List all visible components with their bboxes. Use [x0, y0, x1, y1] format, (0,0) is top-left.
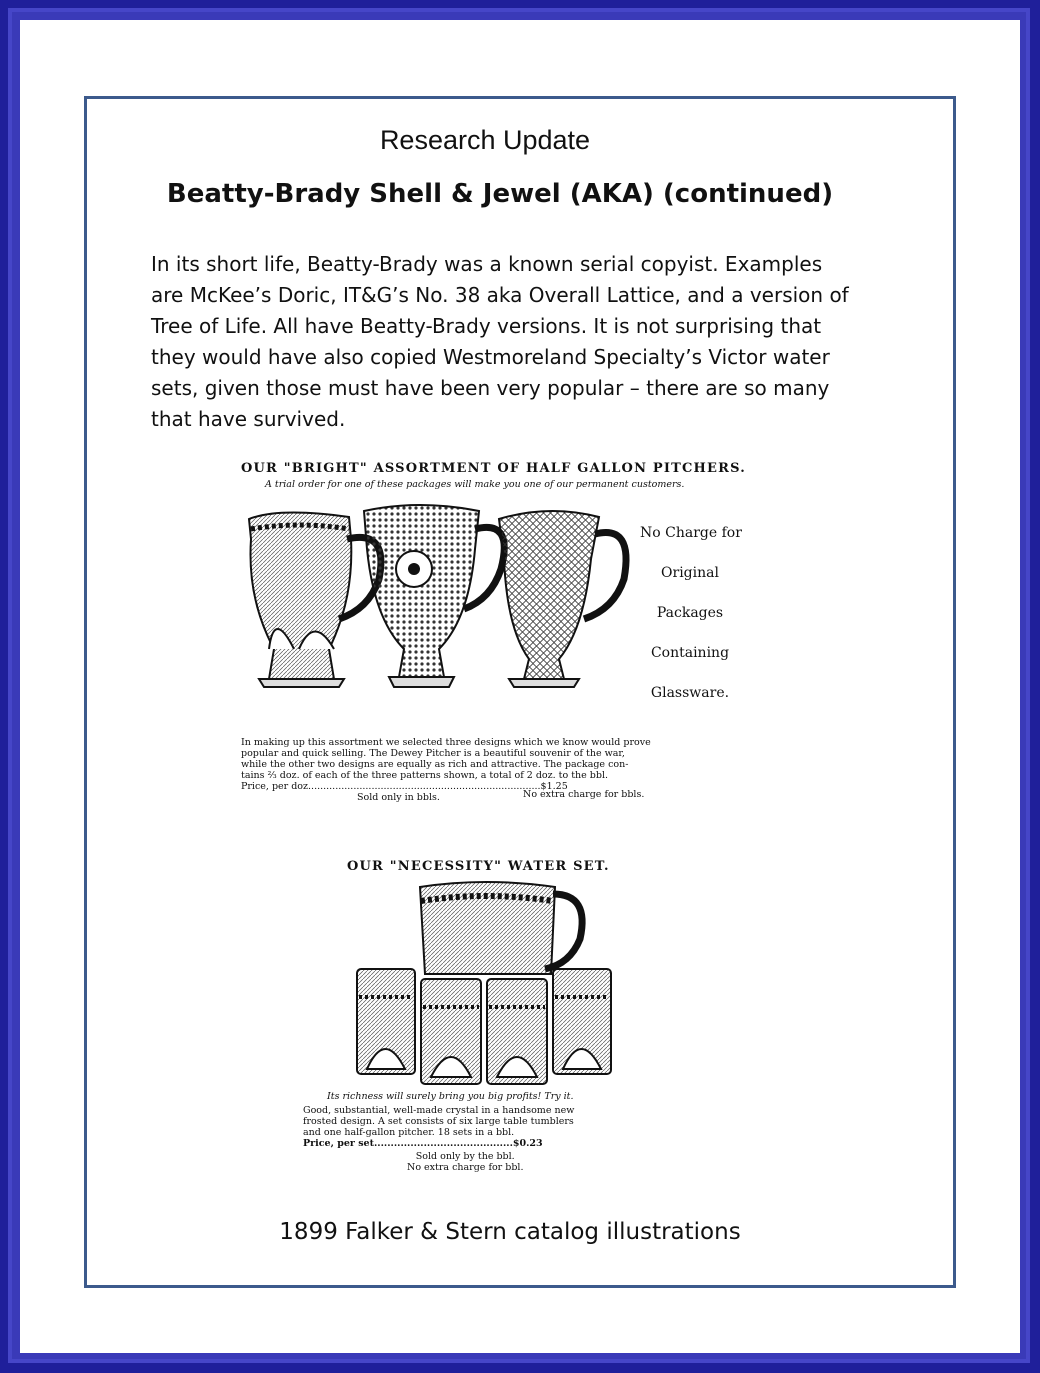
footer-line: Sold only by the bbl. — [415, 1151, 515, 1162]
description-line: and one half-gallon pitcher. 18 sets in a bbl. — [303, 1127, 515, 1138]
paragraph-line: sets, given those must have been very popular – there are so many — [151, 376, 830, 400]
catalog-bright-description — [241, 737, 771, 792]
description-line: Good, substantial, well-made crystal in a handsome new — [303, 1105, 575, 1116]
catalog-bright-tagline: A trial order for one of these packages will make you one of our permanent customers. — [265, 479, 685, 490]
catalog-necessity-set — [297, 859, 677, 1171]
catalog-necessity-tagline: Its richness will surely bring you big profits! Try it. — [327, 1091, 574, 1102]
lattice-pitcher — [499, 511, 626, 687]
catalog-bright-footer-left: Sold only in bbls. — [357, 792, 440, 803]
water-pitcher — [420, 882, 582, 974]
footer-line: No extra charge for bbl. — [407, 1162, 524, 1173]
paragraph-line: they would have also copied Westmoreland Specialty’s Victor water — [151, 345, 830, 369]
description-line: tains ⅔ doz. of each of the three patterns shown, a total of 2 doz. to the bbl. — [241, 770, 609, 781]
tumblers — [357, 969, 611, 1084]
price-line: Price, per set..........................................$0.23 — [303, 1138, 543, 1149]
side-note: Glassware. — [650, 685, 730, 701]
slide-title: Beatty-Brady Shell & Jewel (AKA) (continued) — [166, 179, 834, 209]
description-line: frosted design. A set consists of six large table tumblers — [303, 1116, 574, 1127]
description-line: while the other two designs are equally as rich and attractive. The package con- — [241, 759, 629, 770]
pitchers-illustration — [239, 499, 639, 699]
catalog-necessity-footer — [407, 1151, 523, 1173]
catalog-bright-footer-right: No extra charge for bbls. — [523, 789, 645, 800]
body-paragraph — [151, 249, 911, 435]
paragraph-line: that have survived. — [151, 407, 346, 431]
slide-subtitle: Research Update — [379, 125, 591, 155]
side-notes — [640, 525, 740, 725]
side-note: Containing — [650, 645, 730, 661]
catalog-necessity-heading: OUR "NECESSITY" WATER SET. — [347, 859, 610, 874]
slide-frame — [84, 96, 956, 1288]
description-line: popular and quick selling. The Dewey Pitcher is a beautiful souvenir of the war, — [241, 748, 625, 759]
description-line: In making up this assortment we selected three designs which we know would prove — [241, 737, 651, 748]
side-note: Packages — [656, 605, 724, 621]
paragraph-line: In its short life, Beatty-Brady was a known serial copyist. Examples — [151, 252, 823, 276]
side-note: No Charge for — [640, 525, 742, 541]
water-set-illustration — [355, 879, 635, 1089]
catalog-necessity-description — [303, 1105, 574, 1149]
description-line: Price, per doz.............................................................................$1.25 — [241, 781, 568, 792]
paragraph-line: are McKee’s Doric, IT&G’s No. 38 aka Overall Lattice, and a version of — [151, 283, 849, 307]
shell-jewel-pitcher — [249, 512, 381, 687]
paragraph-line: Tree of Life. All have Beatty-Brady versions. It is not surprising that — [151, 314, 822, 338]
slide-caption: 1899 Falker & Stern catalog illustrations — [279, 1219, 741, 1245]
catalog-bright-heading: OUR "BRIGHT" ASSORTMENT OF HALF GALLON PITCHERS. — [241, 461, 746, 476]
dewey-pitcher — [364, 505, 504, 687]
side-note: Original — [661, 565, 719, 581]
catalog-bright-assortment — [235, 459, 775, 804]
